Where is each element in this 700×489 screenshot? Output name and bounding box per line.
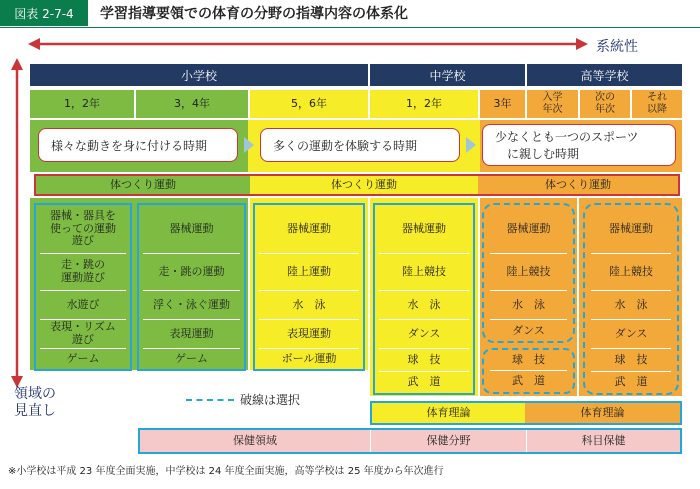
body-exercise-2: 体つくり運動 xyxy=(250,176,478,194)
c1-apparatus-line1: 器械・器具を xyxy=(50,209,116,223)
footnote: ※小学校は平成 23 年度全面実施，中学校は 24 年度全面実施，高等学校は 25 年度から年次進行 xyxy=(8,466,444,477)
column-elementary-34 xyxy=(137,203,246,371)
phase-3-line1: 少なくとも一つのスポーツ xyxy=(495,130,639,144)
c1-expression xyxy=(36,320,130,348)
legend-dashed-label: 破線は選択 xyxy=(240,393,301,407)
c4-apparatus: 器械運動 xyxy=(402,221,446,235)
c6-budo: 武 道 xyxy=(614,374,648,388)
c5-dance: ダンス xyxy=(512,323,545,337)
c1-run-jump-line1: 走・跳の xyxy=(61,258,105,272)
domain-review-line2: 見直し xyxy=(14,402,56,419)
phase-2: 多くの運動を体験する時期 xyxy=(260,128,460,162)
column-elementary-56 xyxy=(253,203,365,371)
grade-h2-line1: 次の xyxy=(595,92,615,103)
c3-athletics: 陸上運動 xyxy=(287,264,331,278)
c5-swimming: 水 泳 xyxy=(512,297,545,311)
phase-3-line2: に親しむ時期 xyxy=(507,147,580,161)
c1-expression-line2: 遊び xyxy=(72,333,94,346)
c3-ball: ボール運動 xyxy=(281,351,337,365)
c2-apparatus: 器械運動 xyxy=(169,221,214,235)
theory-junior: 体育理論 xyxy=(372,403,525,423)
header-high: 高等学校 xyxy=(527,64,682,86)
c6-swimming: 水 泳 xyxy=(614,297,648,311)
phase-arrow-2 xyxy=(466,137,476,153)
c5-apparatus: 器械運動 xyxy=(506,221,551,235)
health-high: 科目保健 xyxy=(526,430,680,452)
theory-row xyxy=(370,401,682,425)
c1-apparatus-line3: 遊び xyxy=(72,234,94,248)
phase-1: 様々な動きを身に付ける時期 xyxy=(38,128,238,162)
c1-run-jump-line2: 運動遊び xyxy=(61,271,105,284)
grade-h1-line1: 入学 xyxy=(542,92,563,103)
health-row xyxy=(138,428,682,454)
domain-review-label xyxy=(14,386,56,420)
c6-dance: ダンス xyxy=(614,326,648,340)
c5-group-top xyxy=(482,203,575,343)
grade-h3-line2: 以降 xyxy=(647,104,667,115)
c6-apparatus: 器械運動 xyxy=(609,221,653,235)
c5-budo: 武 道 xyxy=(512,373,545,387)
c1-apparatus xyxy=(36,205,130,253)
grade-j3: 3年 xyxy=(480,90,525,118)
theory-high: 体育理論 xyxy=(525,403,680,423)
health-junior: 保健分野 xyxy=(370,430,526,452)
domain-review-line1: 領域の xyxy=(14,386,56,402)
title-underline xyxy=(0,27,700,28)
c6-athletics: 陸上競技 xyxy=(609,264,653,278)
header-junior: 中学校 xyxy=(370,64,525,86)
grade-h3-line1: それ xyxy=(647,92,667,103)
systematic-arrow xyxy=(28,36,588,52)
c4-swimming: 水 泳 xyxy=(407,297,441,311)
c1-run-jump xyxy=(36,254,130,290)
grade-h1 xyxy=(527,90,578,118)
c4-dance: ダンス xyxy=(407,326,441,340)
c1-apparatus-line2: 使っての運動 xyxy=(50,221,116,235)
c1-expression-line1: 表現・リズム xyxy=(50,320,116,334)
c3-expression: 表現運動 xyxy=(287,326,331,340)
c6-ball: 球 技 xyxy=(614,352,648,366)
c4-budo: 武 道 xyxy=(407,374,441,388)
c1-water: 水遊び xyxy=(66,297,100,311)
column-elementary-12 xyxy=(34,203,132,371)
phase-3 xyxy=(482,124,676,166)
systematic-label: 系統性 xyxy=(596,39,638,55)
health-elementary: 保健領域 xyxy=(233,433,277,447)
body-exercise-row xyxy=(34,174,680,196)
c6-group xyxy=(583,203,679,395)
header-elementary: 小学校 xyxy=(30,64,368,86)
c3-apparatus: 器械運動 xyxy=(287,221,331,235)
c5-ball: 球 技 xyxy=(512,352,545,366)
c4-athletics: 陸上競技 xyxy=(402,264,446,278)
column-junior-12 xyxy=(373,203,475,395)
title-tag: 図表 2-7-4 xyxy=(0,0,88,26)
c2-float-swim: 浮く・泳ぐ運動 xyxy=(153,297,230,311)
body-exercise-1: 体つくり運動 xyxy=(36,176,250,194)
phase-arrow-1 xyxy=(244,137,254,153)
body-exercise-3: 体つくり運動 xyxy=(478,176,678,194)
legend-dashed-line xyxy=(186,399,234,401)
c1-game: ゲーム xyxy=(66,351,100,365)
grade-h3 xyxy=(632,90,682,118)
c5-athletics: 陸上競技 xyxy=(506,264,551,278)
c3-swimming: 水 泳 xyxy=(292,297,326,311)
domain-review-arrow xyxy=(10,58,24,388)
c5-group-bottom xyxy=(482,348,575,394)
grade-e56: 5，6年 xyxy=(250,90,368,118)
grade-h2-line2: 年次 xyxy=(595,104,615,115)
c2-game: ゲーム xyxy=(175,351,208,365)
grade-h2 xyxy=(580,90,630,118)
c2-expression: 表現運動 xyxy=(169,326,214,340)
grade-e12: 1，2年 xyxy=(30,90,134,118)
grade-h1-line2: 年次 xyxy=(542,104,563,115)
page-title: 学習指導要領での体育の分野の指導内容の体系化 xyxy=(100,6,408,22)
grade-e34: 3，4年 xyxy=(136,90,248,118)
c2-run-jump: 走・跳の運動 xyxy=(158,264,225,278)
grade-j12: 1，2年 xyxy=(370,90,478,118)
c4-ball: 球 技 xyxy=(407,352,441,366)
